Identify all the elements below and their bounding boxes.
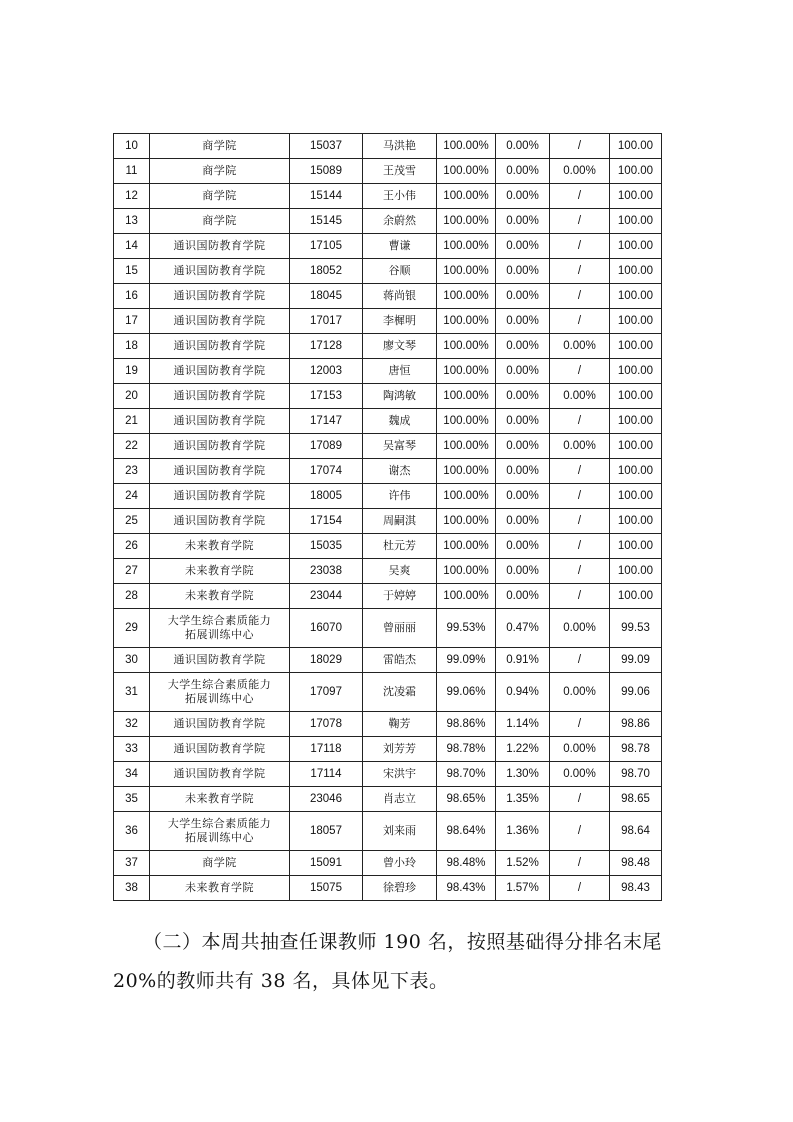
percent-1-cell: 100.00% — [437, 309, 496, 334]
teacher-id-cell: 17017 — [290, 309, 363, 334]
score-cell: 100.00 — [610, 584, 662, 609]
row-number-cell: 26 — [114, 534, 150, 559]
score-cell: 100.00 — [610, 434, 662, 459]
table-row — [114, 284, 662, 309]
row-number-cell: 37 — [114, 851, 150, 876]
teacher-id-cell: 15035 — [290, 534, 363, 559]
percent-3-cell: / — [550, 712, 610, 737]
percent-3-cell: / — [550, 584, 610, 609]
percent-1-cell: 99.53% — [437, 609, 496, 648]
teacher-id-cell: 18029 — [290, 648, 363, 673]
percent-1-cell: 98.86% — [437, 712, 496, 737]
table-row — [114, 309, 662, 334]
department-cell — [150, 534, 290, 559]
percent-3-cell: / — [550, 409, 610, 434]
department-cell — [150, 209, 290, 234]
score-cell: 98.64 — [610, 812, 662, 851]
percent-1-cell: 100.00% — [437, 259, 496, 284]
percent-2-cell: 0.00% — [496, 484, 550, 509]
table-row — [114, 712, 662, 737]
teacher-name-cell: 蒋尚银 — [363, 284, 437, 309]
teacher-name-cell: 于婷婷 — [363, 584, 437, 609]
department-cell — [150, 484, 290, 509]
percent-3-cell: / — [550, 309, 610, 334]
percent-1-cell: 100.00% — [437, 434, 496, 459]
percent-2-cell: 0.00% — [496, 509, 550, 534]
teacher-id-cell: 17089 — [290, 434, 363, 459]
score-cell: 100.00 — [610, 384, 662, 409]
percent-2-cell: 0.00% — [496, 434, 550, 459]
percent-2-cell: 0.00% — [496, 359, 550, 384]
percent-2-cell: 0.47% — [496, 609, 550, 648]
row-number-cell: 17 — [114, 309, 150, 334]
row-number-cell: 13 — [114, 209, 150, 234]
table-row — [114, 159, 662, 184]
department-cell — [150, 284, 290, 309]
department-line: 通识国防教育学院 — [173, 339, 266, 352]
row-number-cell: 21 — [114, 409, 150, 434]
department-cell — [150, 159, 290, 184]
teacher-id-cell: 18057 — [290, 812, 363, 851]
score-cell: 98.48 — [610, 851, 662, 876]
percent-3-cell: 0.00% — [550, 434, 610, 459]
score-cell: 98.78 — [610, 737, 662, 762]
percent-3-cell: / — [550, 134, 610, 159]
teacher-id-cell: 17105 — [290, 234, 363, 259]
percent-1-cell: 100.00% — [437, 509, 496, 534]
teacher-id-cell: 23038 — [290, 559, 363, 584]
percent-1-cell: 100.00% — [437, 209, 496, 234]
table-row — [114, 787, 662, 812]
teacher-name-cell: 徐碧珍 — [363, 876, 437, 901]
teacher-name-cell: 谷顺 — [363, 259, 437, 284]
row-number-cell: 15 — [114, 259, 150, 284]
teacher-id-cell: 15089 — [290, 159, 363, 184]
department-cell — [150, 712, 290, 737]
score-cell: 100.00 — [610, 159, 662, 184]
department-line: 拓展训练中心 — [185, 831, 254, 844]
table-row — [114, 737, 662, 762]
percent-3-cell: / — [550, 484, 610, 509]
department-cell — [150, 234, 290, 259]
table-row — [114, 876, 662, 901]
department-cell — [150, 509, 290, 534]
percent-1-cell: 100.00% — [437, 184, 496, 209]
percent-1-cell: 98.64% — [437, 812, 496, 851]
department-cell — [150, 851, 290, 876]
percent-2-cell: 0.00% — [496, 209, 550, 234]
row-number-cell: 20 — [114, 384, 150, 409]
teacher-name-cell: 许伟 — [363, 484, 437, 509]
teacher-id-cell: 17118 — [290, 737, 363, 762]
row-number-cell: 29 — [114, 609, 150, 648]
table-row — [114, 648, 662, 673]
score-cell: 100.00 — [610, 209, 662, 234]
department-cell — [150, 359, 290, 384]
teacher-id-cell: 16070 — [290, 609, 363, 648]
department-line: 通识国防教育学院 — [173, 314, 266, 327]
percent-1-cell: 100.00% — [437, 159, 496, 184]
score-cell: 100.00 — [610, 309, 662, 334]
percent-3-cell: / — [550, 787, 610, 812]
table-row — [114, 851, 662, 876]
teacher-name-cell: 陶鸿敏 — [363, 384, 437, 409]
percent-2-cell: 0.00% — [496, 334, 550, 359]
row-number-cell: 34 — [114, 762, 150, 787]
percent-1-cell: 100.00% — [437, 409, 496, 434]
row-number-cell: 12 — [114, 184, 150, 209]
percent-3-cell: / — [550, 534, 610, 559]
department-line: 通识国防教育学院 — [173, 653, 266, 666]
percent-3-cell: / — [550, 184, 610, 209]
score-cell: 99.06 — [610, 673, 662, 712]
percent-1-cell: 100.00% — [437, 559, 496, 584]
teacher-name-cell: 唐恒 — [363, 359, 437, 384]
teacher-id-cell: 17078 — [290, 712, 363, 737]
table-row — [114, 812, 662, 851]
row-number-cell: 27 — [114, 559, 150, 584]
percent-3-cell: / — [550, 209, 610, 234]
row-number-cell: 24 — [114, 484, 150, 509]
percent-2-cell: 0.00% — [496, 284, 550, 309]
percent-1-cell: 100.00% — [437, 234, 496, 259]
percent-3-cell: / — [550, 234, 610, 259]
table-row — [114, 209, 662, 234]
score-cell: 100.00 — [610, 509, 662, 534]
row-number-cell: 38 — [114, 876, 150, 901]
percent-3-cell: / — [550, 509, 610, 534]
percent-1-cell: 98.65% — [437, 787, 496, 812]
percent-3-cell: 0.00% — [550, 384, 610, 409]
percent-3-cell: / — [550, 851, 610, 876]
teacher-name-cell: 曾小玲 — [363, 851, 437, 876]
percent-1-cell: 98.48% — [437, 851, 496, 876]
percent-2-cell: 1.52% — [496, 851, 550, 876]
teacher-name-cell: 鞠芳 — [363, 712, 437, 737]
department-line: 拓展训练中心 — [185, 692, 254, 705]
percent-1-cell: 100.00% — [437, 384, 496, 409]
percent-1-cell: 99.09% — [437, 648, 496, 673]
row-number-cell: 25 — [114, 509, 150, 534]
teacher-id-cell: 17074 — [290, 459, 363, 484]
row-number-cell: 19 — [114, 359, 150, 384]
teacher-name-cell: 王小伟 — [363, 184, 437, 209]
row-number-cell: 36 — [114, 812, 150, 851]
department-cell — [150, 787, 290, 812]
department-cell — [150, 762, 290, 787]
paragraph-line-2: 20%的教师共有 38 名，具体见下表。 — [113, 970, 449, 992]
percent-1-cell: 98.78% — [437, 737, 496, 762]
teacher-name-cell: 魏成 — [363, 409, 437, 434]
score-cell: 100.00 — [610, 284, 662, 309]
teacher-name-cell: 吴爽 — [363, 559, 437, 584]
percent-2-cell: 0.00% — [496, 309, 550, 334]
percent-2-cell: 0.00% — [496, 234, 550, 259]
teacher-id-cell: 23044 — [290, 584, 363, 609]
department-line: 商学院 — [202, 856, 237, 869]
row-number-cell: 18 — [114, 334, 150, 359]
percent-2-cell: 0.00% — [496, 409, 550, 434]
table-row — [114, 484, 662, 509]
percent-1-cell: 99.06% — [437, 673, 496, 712]
score-cell: 100.00 — [610, 359, 662, 384]
score-cell: 100.00 — [610, 459, 662, 484]
department-line: 未来教育学院 — [185, 564, 254, 577]
department-cell — [150, 584, 290, 609]
teacher-name-cell: 余蔚然 — [363, 209, 437, 234]
table-row — [114, 259, 662, 284]
row-number-cell: 16 — [114, 284, 150, 309]
department-line: 通识国防教育学院 — [173, 364, 266, 377]
percent-2-cell: 0.00% — [496, 159, 550, 184]
score-cell: 100.00 — [610, 484, 662, 509]
score-cell: 100.00 — [610, 234, 662, 259]
teacher-name-cell: 曹谦 — [363, 234, 437, 259]
row-number-cell: 28 — [114, 584, 150, 609]
department-line: 未来教育学院 — [185, 539, 254, 552]
teacher-name-cell: 马洪艳 — [363, 134, 437, 159]
percent-3-cell: / — [550, 284, 610, 309]
percent-2-cell: 1.36% — [496, 812, 550, 851]
percent-1-cell: 100.00% — [437, 134, 496, 159]
teacher-id-cell: 17128 — [290, 334, 363, 359]
row-number-cell: 33 — [114, 737, 150, 762]
department-line: 通识国防教育学院 — [173, 414, 266, 427]
row-number-cell: 31 — [114, 673, 150, 712]
percent-3-cell: / — [550, 559, 610, 584]
department-line: 通识国防教育学院 — [173, 742, 266, 755]
department-cell — [150, 559, 290, 584]
score-cell: 100.00 — [610, 534, 662, 559]
department-line: 大学生综合素质能力 — [167, 678, 272, 691]
score-cell: 99.53 — [610, 609, 662, 648]
percent-3-cell: / — [550, 259, 610, 284]
percent-1-cell: 100.00% — [437, 459, 496, 484]
department-cell — [150, 459, 290, 484]
department-cell — [150, 876, 290, 901]
teacher-id-cell: 12003 — [290, 359, 363, 384]
department-line: 通识国防教育学院 — [173, 464, 266, 477]
percent-3-cell: / — [550, 812, 610, 851]
teacher-name-cell: 刘来雨 — [363, 812, 437, 851]
row-number-cell: 10 — [114, 134, 150, 159]
department-line: 通识国防教育学院 — [173, 239, 266, 252]
department-line: 未来教育学院 — [185, 881, 254, 894]
percent-3-cell: 0.00% — [550, 737, 610, 762]
department-cell — [150, 184, 290, 209]
table-row — [114, 384, 662, 409]
department-line: 通识国防教育学院 — [173, 389, 266, 402]
department-line: 通识国防教育学院 — [173, 767, 266, 780]
score-cell: 100.00 — [610, 259, 662, 284]
percent-1-cell: 100.00% — [437, 584, 496, 609]
percent-3-cell: 0.00% — [550, 762, 610, 787]
row-number-cell: 35 — [114, 787, 150, 812]
table-body — [114, 134, 662, 901]
department-cell — [150, 334, 290, 359]
teacher-name-cell: 谢杰 — [363, 459, 437, 484]
percent-1-cell: 100.00% — [437, 484, 496, 509]
teacher-id-cell: 15145 — [290, 209, 363, 234]
percent-2-cell: 1.57% — [496, 876, 550, 901]
table-row — [114, 234, 662, 259]
department-cell — [150, 309, 290, 334]
percent-2-cell: 0.00% — [496, 459, 550, 484]
teacher-id-cell: 18052 — [290, 259, 363, 284]
table-row — [114, 134, 662, 159]
teacher-name-cell: 刘芳芳 — [363, 737, 437, 762]
department-cell — [150, 409, 290, 434]
percent-2-cell: 0.91% — [496, 648, 550, 673]
percent-2-cell: 0.94% — [496, 673, 550, 712]
teacher-id-cell: 15144 — [290, 184, 363, 209]
percent-3-cell: / — [550, 359, 610, 384]
percent-2-cell: 1.30% — [496, 762, 550, 787]
teacher-id-cell: 18005 — [290, 484, 363, 509]
percent-2-cell: 0.00% — [496, 584, 550, 609]
percent-2-cell: 0.00% — [496, 534, 550, 559]
percent-2-cell: 0.00% — [496, 559, 550, 584]
table-row — [114, 359, 662, 384]
teacher-name-cell: 李樨明 — [363, 309, 437, 334]
percent-2-cell: 1.35% — [496, 787, 550, 812]
row-number-cell: 22 — [114, 434, 150, 459]
department-cell — [150, 737, 290, 762]
score-cell: 100.00 — [610, 409, 662, 434]
percent-2-cell: 0.00% — [496, 259, 550, 284]
department-line: 拓展训练中心 — [185, 628, 254, 641]
table-row — [114, 409, 662, 434]
table-row — [114, 459, 662, 484]
score-cell: 98.43 — [610, 876, 662, 901]
table-row — [114, 534, 662, 559]
row-number-cell: 23 — [114, 459, 150, 484]
percent-2-cell: 0.00% — [496, 184, 550, 209]
table-row — [114, 673, 662, 712]
percent-3-cell: / — [550, 459, 610, 484]
teacher-id-cell: 17147 — [290, 409, 363, 434]
teacher-id-cell: 15091 — [290, 851, 363, 876]
row-number-cell: 32 — [114, 712, 150, 737]
teacher-name-cell: 雷皓杰 — [363, 648, 437, 673]
score-cell: 100.00 — [610, 184, 662, 209]
percent-1-cell: 100.00% — [437, 359, 496, 384]
percent-2-cell: 1.22% — [496, 737, 550, 762]
teacher-id-cell: 17114 — [290, 762, 363, 787]
percent-3-cell: 0.00% — [550, 673, 610, 712]
score-cell: 99.09 — [610, 648, 662, 673]
department-line: 通识国防教育学院 — [173, 289, 266, 302]
row-number-cell: 11 — [114, 159, 150, 184]
teacher-name-cell: 曾丽丽 — [363, 609, 437, 648]
teacher-id-cell: 17097 — [290, 673, 363, 712]
department-line: 商学院 — [202, 214, 237, 227]
department-cell — [150, 812, 290, 851]
teacher-score-table — [113, 133, 662, 901]
department-line: 大学生综合素质能力 — [167, 817, 272, 830]
score-cell: 98.86 — [610, 712, 662, 737]
teacher-id-cell: 18045 — [290, 284, 363, 309]
teacher-name-cell: 王茂雪 — [363, 159, 437, 184]
table-row — [114, 584, 662, 609]
teacher-id-cell: 15037 — [290, 134, 363, 159]
score-cell: 98.70 — [610, 762, 662, 787]
department-line: 通识国防教育学院 — [173, 514, 266, 527]
department-line: 未来教育学院 — [185, 792, 254, 805]
teacher-id-cell: 17154 — [290, 509, 363, 534]
table-row — [114, 762, 662, 787]
table-row — [114, 184, 662, 209]
department-line: 商学院 — [202, 164, 237, 177]
department-line: 通识国防教育学院 — [173, 717, 266, 730]
teacher-name-cell: 肖志立 — [363, 787, 437, 812]
percent-1-cell: 98.70% — [437, 762, 496, 787]
percent-2-cell: 0.00% — [496, 384, 550, 409]
department-line: 大学生综合素质能力 — [167, 614, 272, 627]
percent-1-cell: 100.00% — [437, 534, 496, 559]
percent-2-cell: 0.00% — [496, 134, 550, 159]
paragraph-line-1: （二）本周共抽查任课教师 190 名，按照基础得分排名末尾 — [143, 931, 662, 953]
percent-3-cell: 0.00% — [550, 334, 610, 359]
row-number-cell: 30 — [114, 648, 150, 673]
table-row — [114, 609, 662, 648]
department-line: 商学院 — [202, 189, 237, 202]
percent-3-cell: 0.00% — [550, 159, 610, 184]
teacher-id-cell: 15075 — [290, 876, 363, 901]
department-cell — [150, 384, 290, 409]
department-line: 商学院 — [202, 139, 237, 152]
department-line: 通识国防教育学院 — [173, 489, 266, 502]
department-cell — [150, 434, 290, 459]
teacher-name-cell: 宋洪宇 — [363, 762, 437, 787]
department-cell — [150, 673, 290, 712]
percent-3-cell: / — [550, 876, 610, 901]
department-cell — [150, 259, 290, 284]
department-cell — [150, 648, 290, 673]
teacher-name-cell: 沈凌霜 — [363, 673, 437, 712]
table-row — [114, 509, 662, 534]
score-cell: 100.00 — [610, 334, 662, 359]
percent-3-cell: 0.00% — [550, 609, 610, 648]
percent-1-cell: 100.00% — [437, 284, 496, 309]
table-row — [114, 559, 662, 584]
department-cell — [150, 609, 290, 648]
department-line: 通识国防教育学院 — [173, 439, 266, 452]
score-cell: 98.65 — [610, 787, 662, 812]
score-cell: 100.00 — [610, 134, 662, 159]
teacher-name-cell: 吴富琴 — [363, 434, 437, 459]
table-row — [114, 434, 662, 459]
teacher-name-cell: 周嗣淇 — [363, 509, 437, 534]
table-row — [114, 334, 662, 359]
department-cell — [150, 134, 290, 159]
department-line: 通识国防教育学院 — [173, 264, 266, 277]
teacher-name-cell: 杜元芳 — [363, 534, 437, 559]
department-line: 未来教育学院 — [185, 589, 254, 602]
percent-1-cell: 98.43% — [437, 876, 496, 901]
percent-1-cell: 100.00% — [437, 334, 496, 359]
percent-2-cell: 1.14% — [496, 712, 550, 737]
row-number-cell: 14 — [114, 234, 150, 259]
teacher-name-cell: 廖文琴 — [363, 334, 437, 359]
teacher-id-cell: 23046 — [290, 787, 363, 812]
score-cell: 100.00 — [610, 559, 662, 584]
teacher-id-cell: 17153 — [290, 384, 363, 409]
percent-3-cell: / — [550, 648, 610, 673]
